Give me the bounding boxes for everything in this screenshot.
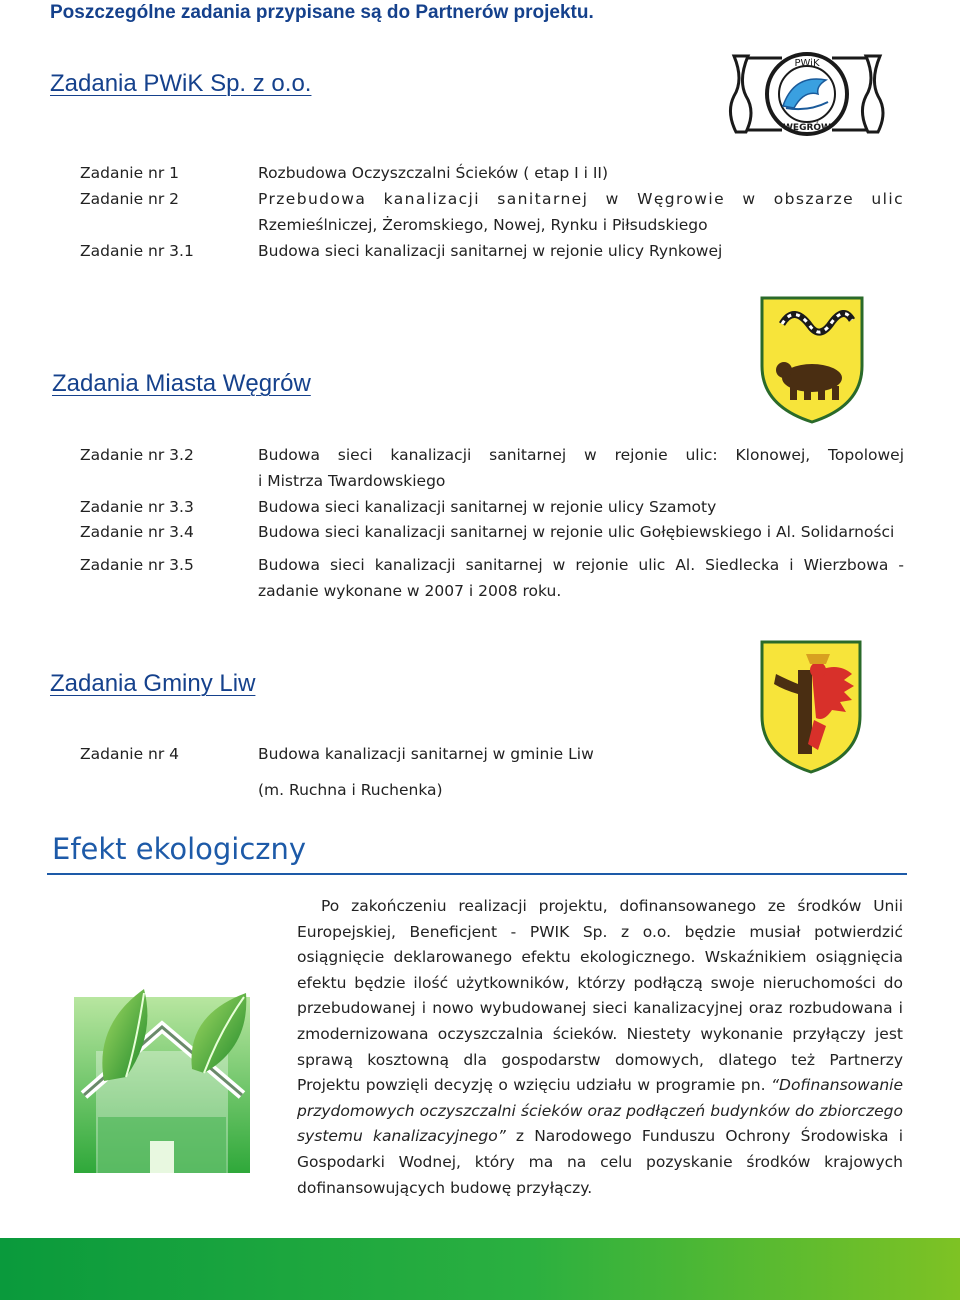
task-text: Budowa sieci kanalizacji sanitarnej w rejonie ulic Al. Siedlecka i Wierzbowa -	[258, 556, 904, 574]
gmina-section-heading: Zadania Gminy Liw	[50, 670, 256, 697]
task-label: Zadanie nr 4	[80, 745, 180, 763]
footer-color-band	[0, 1238, 960, 1300]
task-text: Budowa sieci kanalizacji sanitarnej w rejonie ulic: Klonowej, Topolowej	[258, 446, 904, 464]
eco-section-heading: Efekt ekologiczny	[52, 832, 307, 866]
eco-paragraph-part-2: z Narodowego Funduszu Ochrony Środowiska i Gospodarki Wodnej, który ma na celu pozyskanie środków krajowych dofinansowujących budowę przyłączy.	[297, 1127, 903, 1197]
task-text: Budowa kanalizacji sanitarnej w gminie Liw	[258, 745, 594, 763]
task-text: Budowa sieci kanalizacji sanitarnej w rejonie ulicy Rynkowej	[258, 242, 723, 260]
eco-paragraph	[297, 894, 903, 1201]
pwik-logo-top-text: PWiK	[794, 58, 820, 69]
task-label: Zadanie nr 2	[80, 190, 180, 208]
task-text: Rozbudowa Oczyszczalni Ścieków ( etap I i II)	[258, 164, 609, 182]
eco-house-leaf-illustration	[74, 985, 254, 1173]
eco-paragraph-part-1: Po zakończeniu realizacji projektu, dofinansowanego ze środków Unii Europejskiej, Beneficjent - PWIK Sp. z o.o. będzie musiał potwierdzić osiągnięcie deklarowanego efektu ekologicznego. Wskaźnikiem osiągnięcia efektu będzie ilość użytkowników, którzy podłączą swoje nieruchomości do przebudowanej i nowo wybudowanej sieci kanalizacyjnej oraz rozbudowana i zmodernizowana oczyszczalnia ścieków. Niestety wykonanie przyłączy jest sprawą kosztowną dla gospodarstw domowych, dlatego też Partnerzy Projektu powzięli decyzję o wzięciu udziału w programie pn.	[297, 897, 903, 1095]
eco-heading-divider	[47, 873, 907, 875]
task-label: Zadanie nr 3.3	[80, 498, 194, 516]
eco-paragraph-program-name: “Dofinansowanie przydomowych oczyszczalni ścieków oraz podłączeń budynków do zbiorczego systemu kanalizacyjnego”	[297, 1076, 903, 1146]
task-label: Zadanie nr 1	[80, 164, 180, 182]
task-label: Zadanie nr 3.1	[80, 242, 194, 260]
page-intro-heading: Poszczególne zadania przypisane są do Partnerów projektu.	[50, 2, 594, 23]
task-label: Zadanie nr 3.5	[80, 556, 194, 574]
miasto-section-heading: Zadania Miasta Węgrów	[52, 370, 311, 397]
task-text-continued: (m. Ruchna i Ruchenka)	[258, 781, 443, 799]
task-text-continued: Rzemieślniczej, Żeromskiego, Nowej, Rynku i Piłsudskiego	[258, 216, 708, 234]
task-text: Budowa sieci kanalizacji sanitarnej w rejonie ulic Gołębiewskiego i Al. Solidarności	[258, 523, 895, 541]
pwik-logo-bottom-text: WĘGRÓW	[783, 123, 831, 133]
pwik-logo	[728, 50, 886, 138]
task-text-continued: i Mistrza Twardowskiego	[258, 472, 446, 490]
task-label: Zadanie nr 3.2	[80, 446, 194, 464]
task-label: Zadanie nr 3.4	[80, 523, 194, 541]
pwik-section-heading: Zadania PWiK Sp. z o.o.	[50, 70, 312, 97]
task-text-continued: zadanie wykonane w 2007 i 2008 roku.	[258, 582, 562, 600]
wegrow-coat-of-arms	[760, 296, 864, 424]
task-text: Przebudowa kanalizacji sanitarnej w Węgrowie w obszarze ulic	[258, 190, 904, 208]
task-text: Budowa sieci kanalizacji sanitarnej w rejonie ulicy Szamoty	[258, 498, 717, 516]
